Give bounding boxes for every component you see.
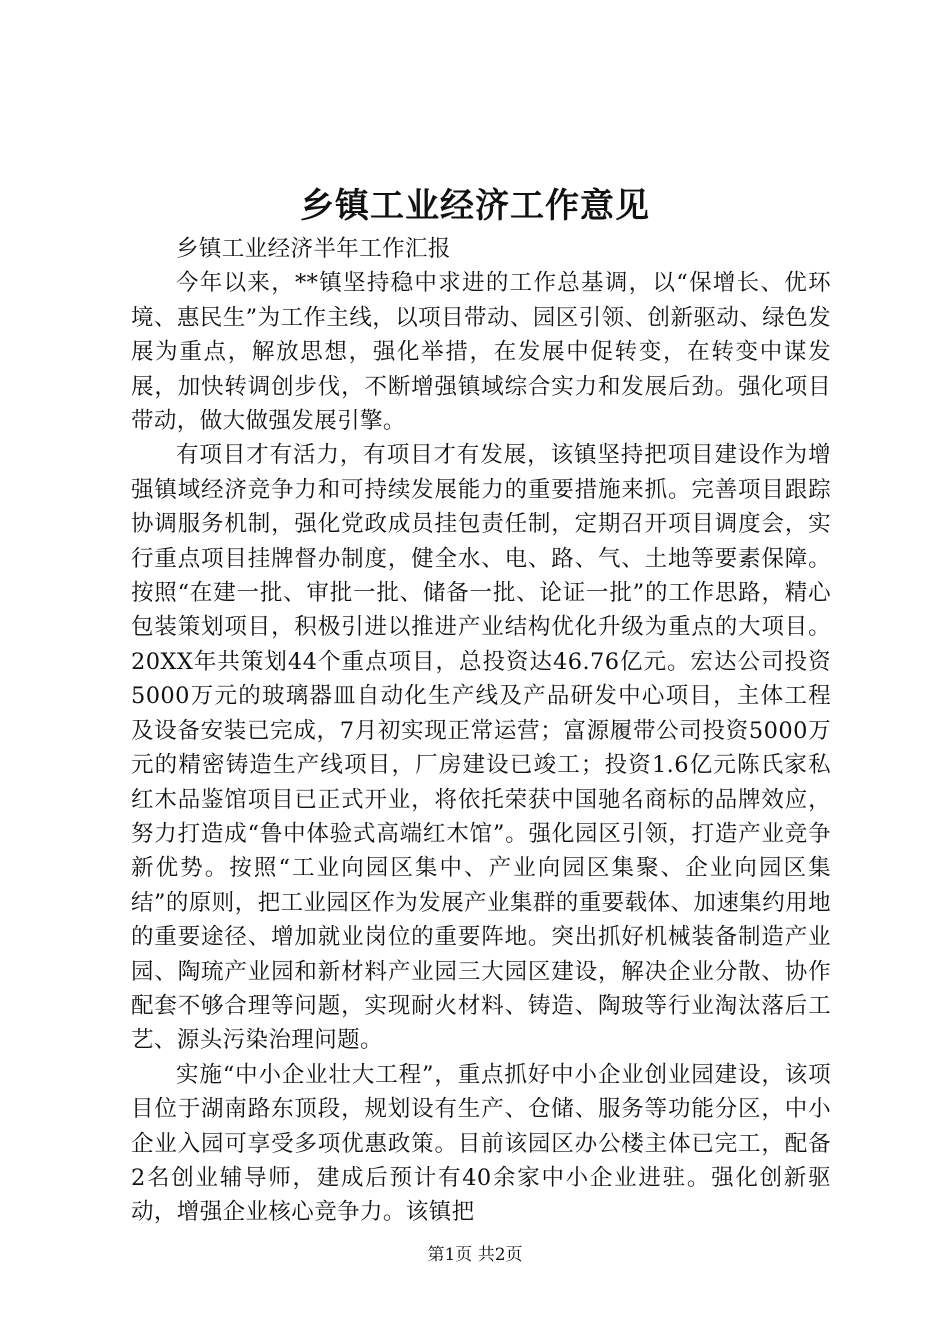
paragraph-3: 实施“中小企业壮大工程”，重点抓好中小企业创业园建设，该项目位于湖南路东顶段，规划设有生产、仓储、服务等功能分区，中小企业入园可享受多项优惠政策。目前该园区办公楼主体已完工，配备2名创业辅导师，建成后预计有40余家中小企业进驻。强化创新驱动，增强企业核心竞争力。该镇把 [131,1061,831,1226]
page-footer: 第1页 共2页 [427,1245,523,1265]
document-subtitle: 乡镇工业经济半年工作汇报 [176,236,451,262]
paragraph-2: 有项目才有活力，有项目才有发展，该镇坚持把项目建设作为增强镇域经济竞争力和可持续发展能力的重要措施来抓。完善项目跟踪协调服务机制，强化党政成员挂包责任制，定期召开项目调度会，实行重点项目挂牌督办制度，健全水、电、路、气、土地等要素保障。按照“在建一批、审批一批、储备一批、论证一批”的工作思路，精心包装策划项目，积极引进以推进产业结构优化升级为重点的大项目。20XX年共策划44个重点项目，总投资达46.76亿元。宏达公司投资5000万元的玻璃器皿自动化生产线及产品研发中心项目，主体工程及设备安装已完成，7月初实现正常运营；富源履带公司投资5000万元的精密铸造生产线项目，厂房建设已竣工；投资1.6亿元陈氏家私红木品鉴馆项目已正式开业，将依托荣获中国驰名商标的品牌效应，努力打造成“鲁中体验式高端红木馆”。强化园区引领，打造产业竞争新优势。按照“工业向园区集中、产业向园区集聚、企业向园区集结”的原则，把工业园区作为发展产业集群的重要载体、加速集约用地的重要途径、增加就业岗位的重要阵地。突出抓好机械装备制造产业园、陶琉产业园和新材料产业园三大园区建设，解决企业分散、协作配套不够合理等问题，实现耐火材料、铸造、陶玻等行业淘汰落后工艺、源头污染治理问题。 [131,442,831,1054]
document-body [131,232,831,1230]
paragraph-1: 今年以来，**镇坚持稳中求进的工作总基调，以“保增长、优环境、惠民生”为工作主线，以项目带动、园区引领、创新驱动、绿色发展为重点，解放思想，强化举措，在发展中促转变，在转变中谋发展，加快转调创步伐，不断增强镇域综合实力和发展后劲。强化项目带动，做大做强发展引擎。 [131,270,831,435]
document-title: 乡镇工业经济工作意见 [300,186,650,226]
